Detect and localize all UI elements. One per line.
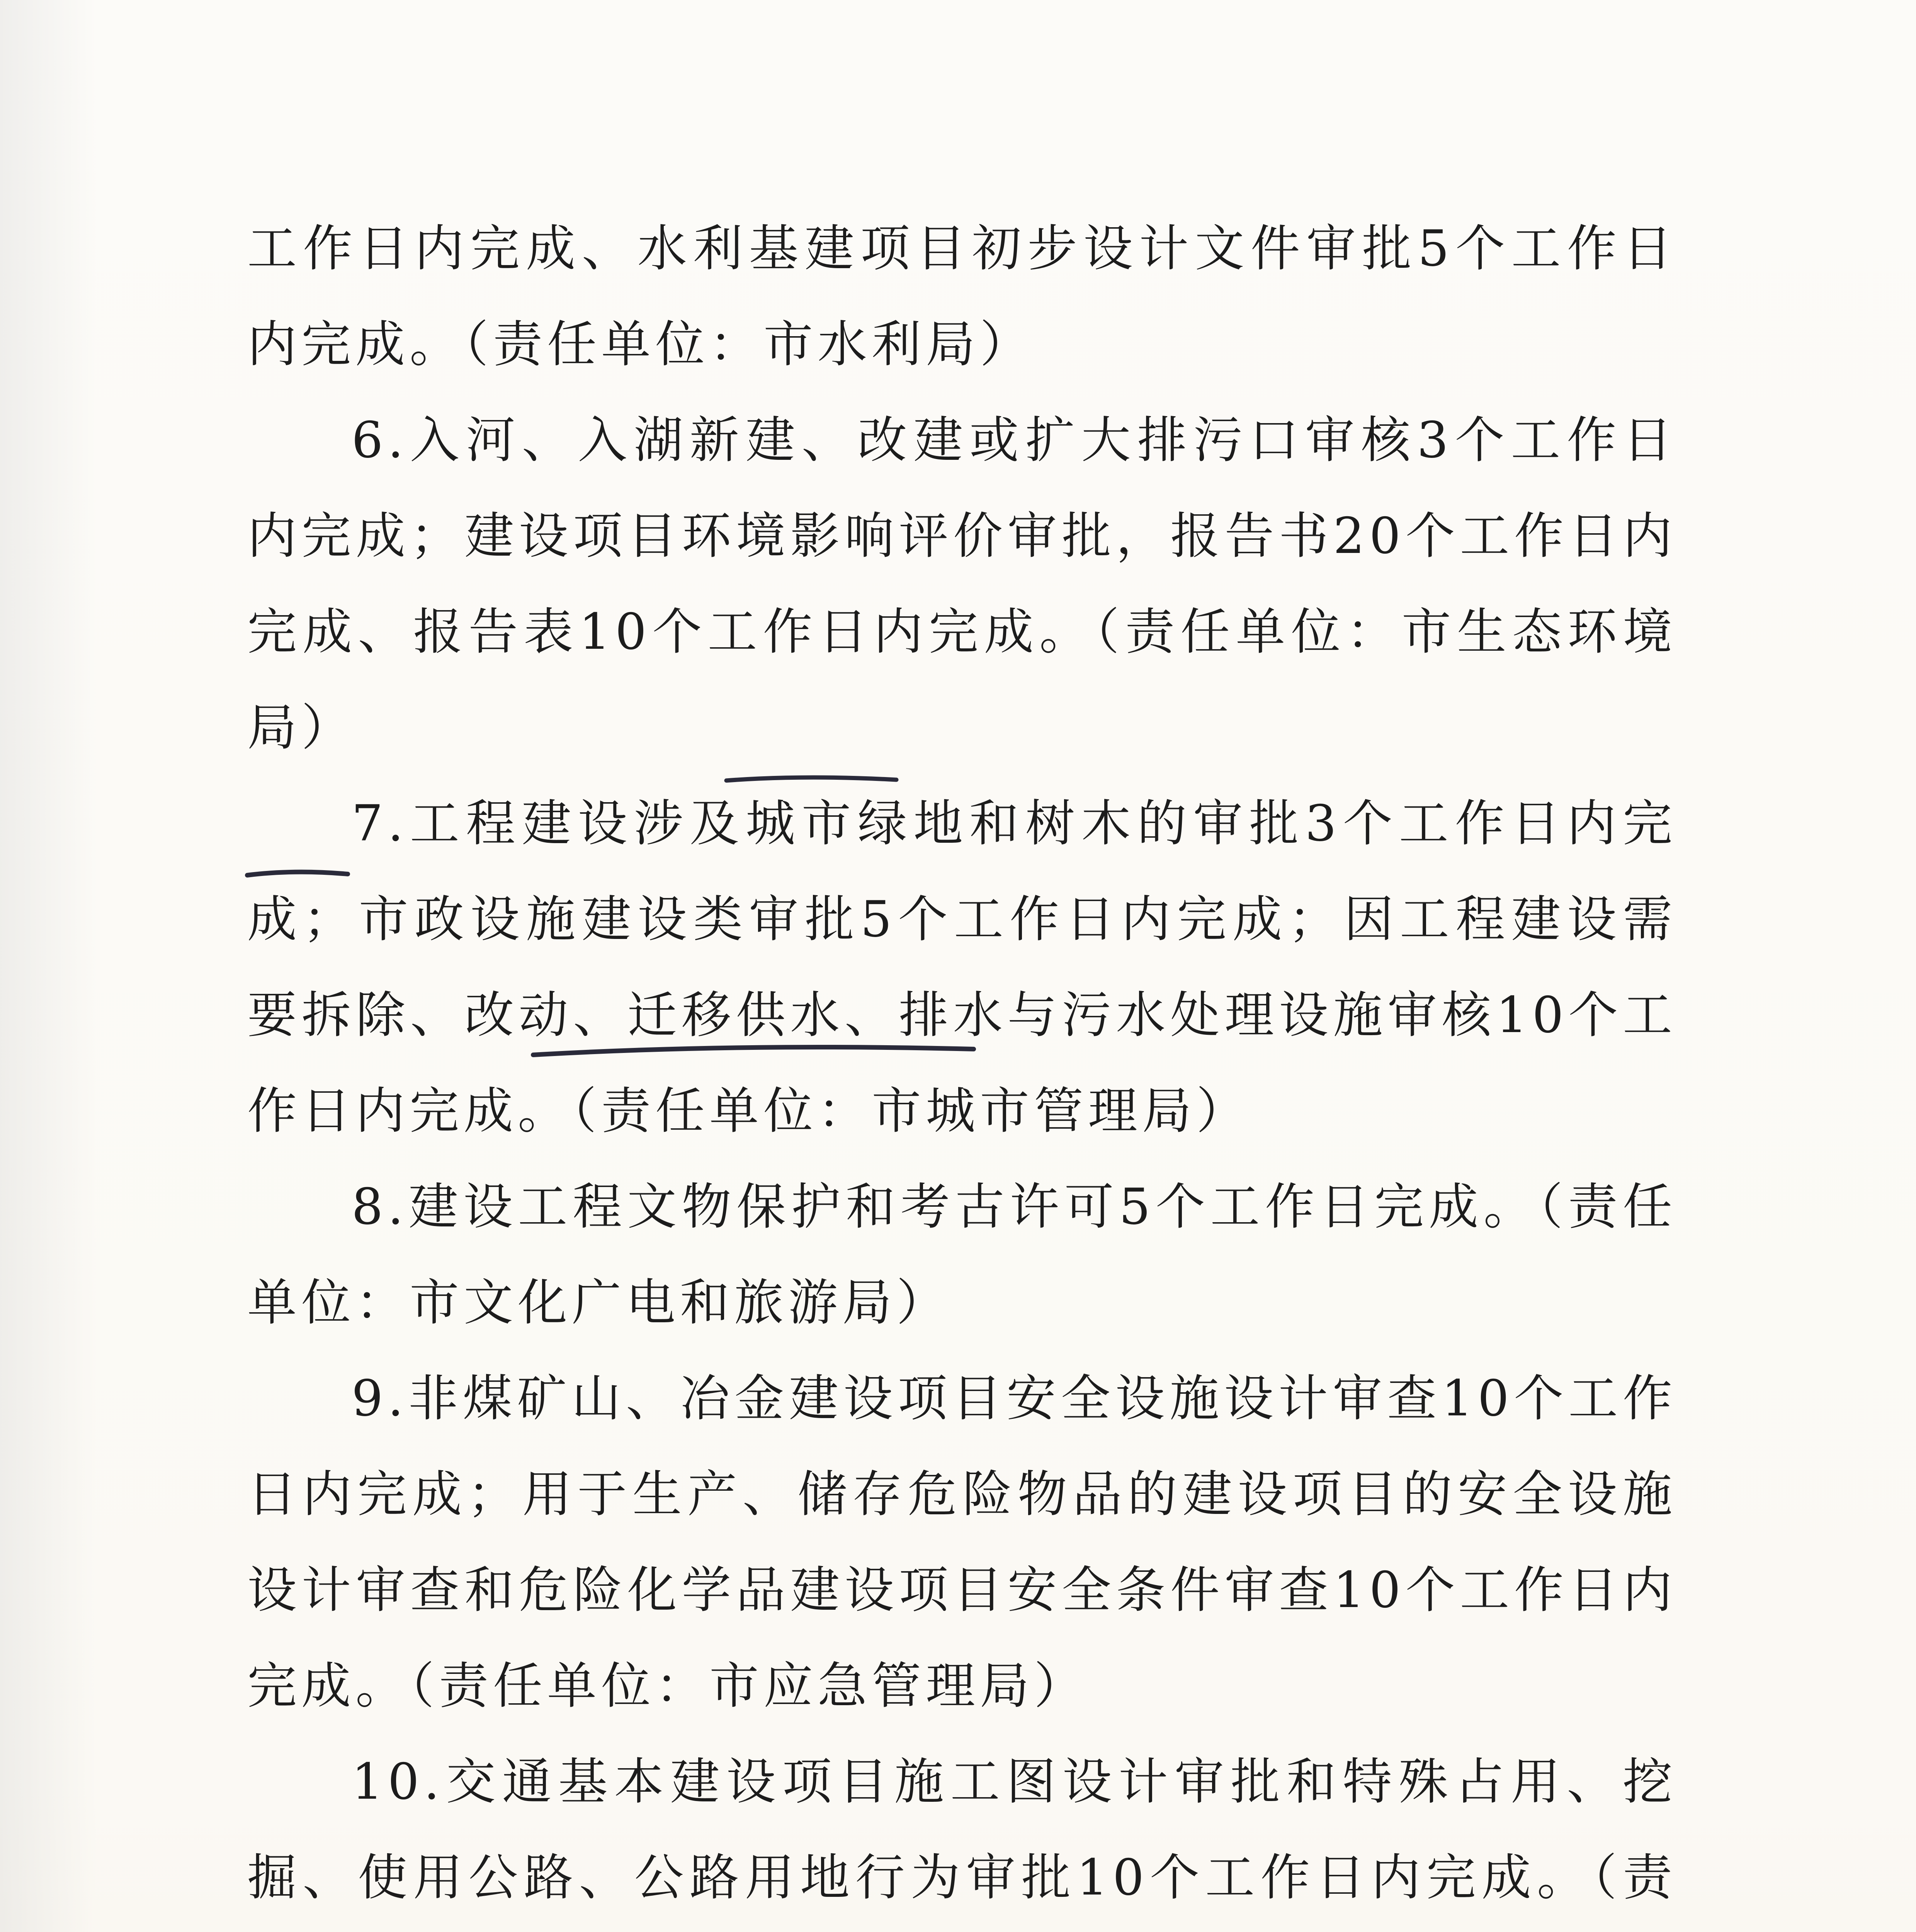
scan-margin-shadow <box>0 0 97 1932</box>
document-body <box>247 201 1677 1932</box>
paragraph-item-6: 6.入河、入湖新建、改建或扩大排污口审核3个工作日内完成；建设项目环境影响评价审批，报告书20个工作日内完成、报告表10个工作日内完成。（责任单位：市生态环境局） <box>247 412 1677 757</box>
paragraph-continuation: 工作日内完成、水利基建项目初步设计文件审批5个工作日内完成。（责任单位：市水利局） <box>247 220 1677 373</box>
paragraph-item-10: 10.交通基本建设项目施工图设计审批和特殊占用、挖掘、使用公路、公路用地行为审批10个工作日内完成。（责 <box>247 1753 1677 1906</box>
paragraph-item-8: 8.建设工程文物保护和考古许可5个工作日完成。（责任单位：市文化广电和旅游局） <box>247 1178 1677 1332</box>
paragraph-item-9: 9.非煤矿山、冶金建设项目安全设施设计审查10个工作日内完成；用于生产、储存危险物品的建设项目的安全设施设计审查和危险化学品建设项目安全条件审查10个工作日内完成。（责任单位：市应急管理局） <box>247 1370 1677 1715</box>
paragraph-item-7: 7.工程建设涉及城市绿地和树木的审批3个工作日内完成；市政设施建设类审批5个工作日内完成；因工程建设需要拆除、改动、迁移供水、排水与污水处理设施审核10个工作日内完成。（责任单位：市城市管理局） <box>247 795 1677 1140</box>
